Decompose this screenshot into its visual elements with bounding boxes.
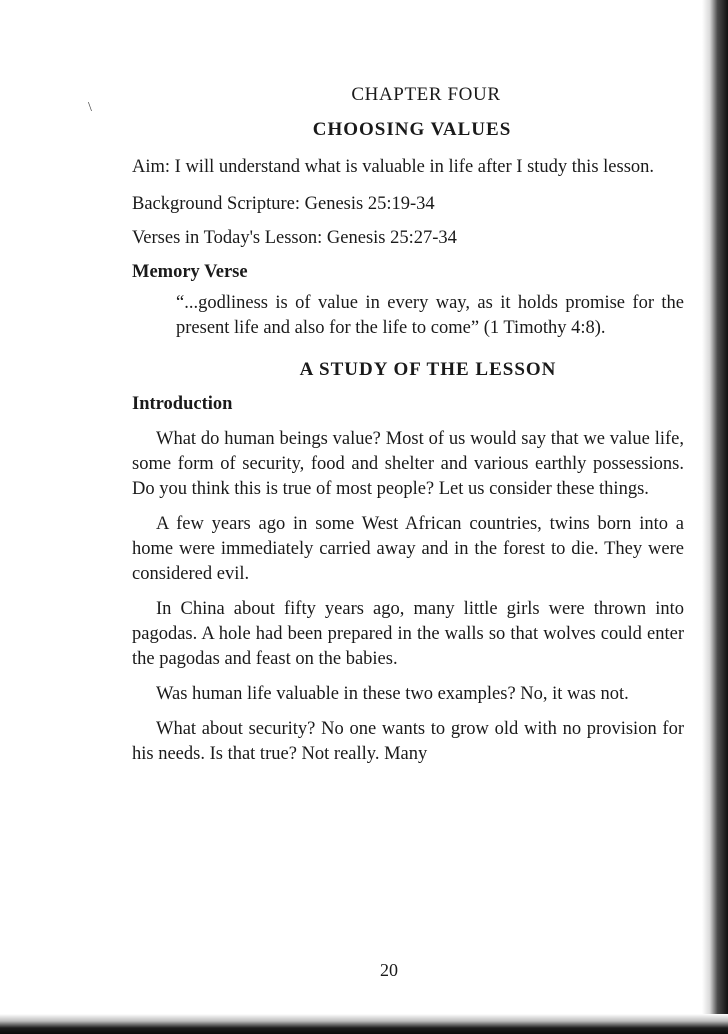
book-page <box>132 82 684 777</box>
body-paragraph: In China about fifty years ago, many little girls were thrown into pagodas. A hole had been prepared in the walls so that wolves could enter the pagodas and feast on the babies. <box>132 599 684 669</box>
verses-text: Genesis 25:27-34 <box>326 228 457 248</box>
study-title: A STUDY OF THE LESSON <box>299 359 557 380</box>
body-paragraph: What about security? No one wants to grow old with no provision for his needs. Is that true? Not really. Many <box>132 719 684 764</box>
aim-label: Aim: <box>132 157 171 177</box>
memory-verse-quote: “...godliness is of value in every way, as it holds promise for the present life and also for the life to come” (1 Timothy 4:8). <box>176 293 684 338</box>
lesson-title: CHOOSING VALUES <box>312 119 512 140</box>
background-scripture <box>132 192 684 217</box>
page-edge-shadow <box>702 0 728 1034</box>
page-number: 20 <box>380 960 398 980</box>
chapter-label: CHAPTER FOUR <box>351 84 501 105</box>
body-paragraph: What do human beings value? Most of us would say that we value life, some form of security, food and shelter and various earthly possessions. Do you think this is true of most people? Let us consider these things. <box>132 429 684 499</box>
aim-text: I will understand what is valuable in life after I study this lesson. <box>174 157 655 177</box>
aim-paragraph <box>132 155 684 180</box>
verses-in-lesson <box>132 226 684 251</box>
verses-label: Verses in Today's Lesson: <box>132 228 323 248</box>
stray-mark: \ <box>88 100 92 115</box>
background-label: Background Scripture: <box>132 194 300 214</box>
page-bottom-shadow <box>0 1014 728 1034</box>
memory-verse-label: Memory Verse <box>132 262 248 282</box>
introduction-heading: Introduction <box>132 394 233 414</box>
body-paragraph: A few years ago in some West African countries, twins born into a home were immediately carried away and in the forest to die. They were considered evil. <box>132 514 684 584</box>
background-text: Genesis 25:19-34 <box>304 194 435 214</box>
body-paragraph: Was human life valuable in these two examples? No, it was not. <box>156 684 629 704</box>
